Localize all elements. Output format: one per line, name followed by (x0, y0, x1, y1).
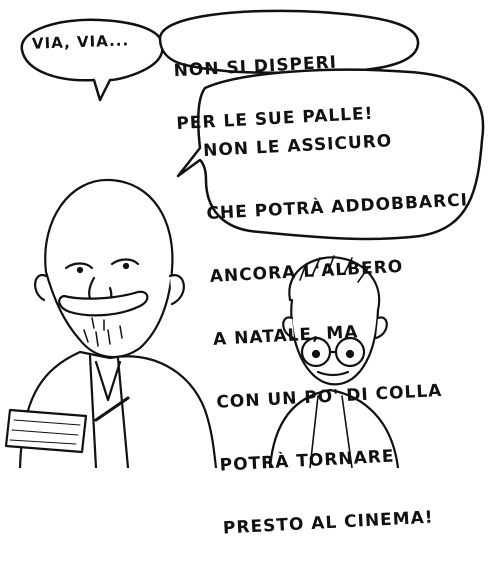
balloon-3-line: NON LE ASSICURO (202, 131, 393, 162)
balloon-3-line: ANCORA L'ALBERO (209, 256, 404, 287)
balloon-2-line: PER LE SUE PALLE! (175, 104, 374, 135)
balloon-1-text: VIA, VIA... (31, 31, 130, 53)
balloon-3-line: A NATALE, MA (212, 322, 359, 350)
balloon-2-line: NON SI DISPERI (173, 52, 338, 81)
balloon-3-text (201, 85, 488, 581)
balloon-3-line: PRESTO AL CINEMA! (222, 507, 435, 539)
balloon-3-line: POTRÀ TORNARE (219, 446, 395, 476)
balloon-3-line: CON UN PO' DI COLLA (215, 380, 443, 413)
doctor-figure (6, 180, 216, 468)
balloon-3-line: CHE POTRÀ ADDOBBARCI (206, 190, 469, 225)
